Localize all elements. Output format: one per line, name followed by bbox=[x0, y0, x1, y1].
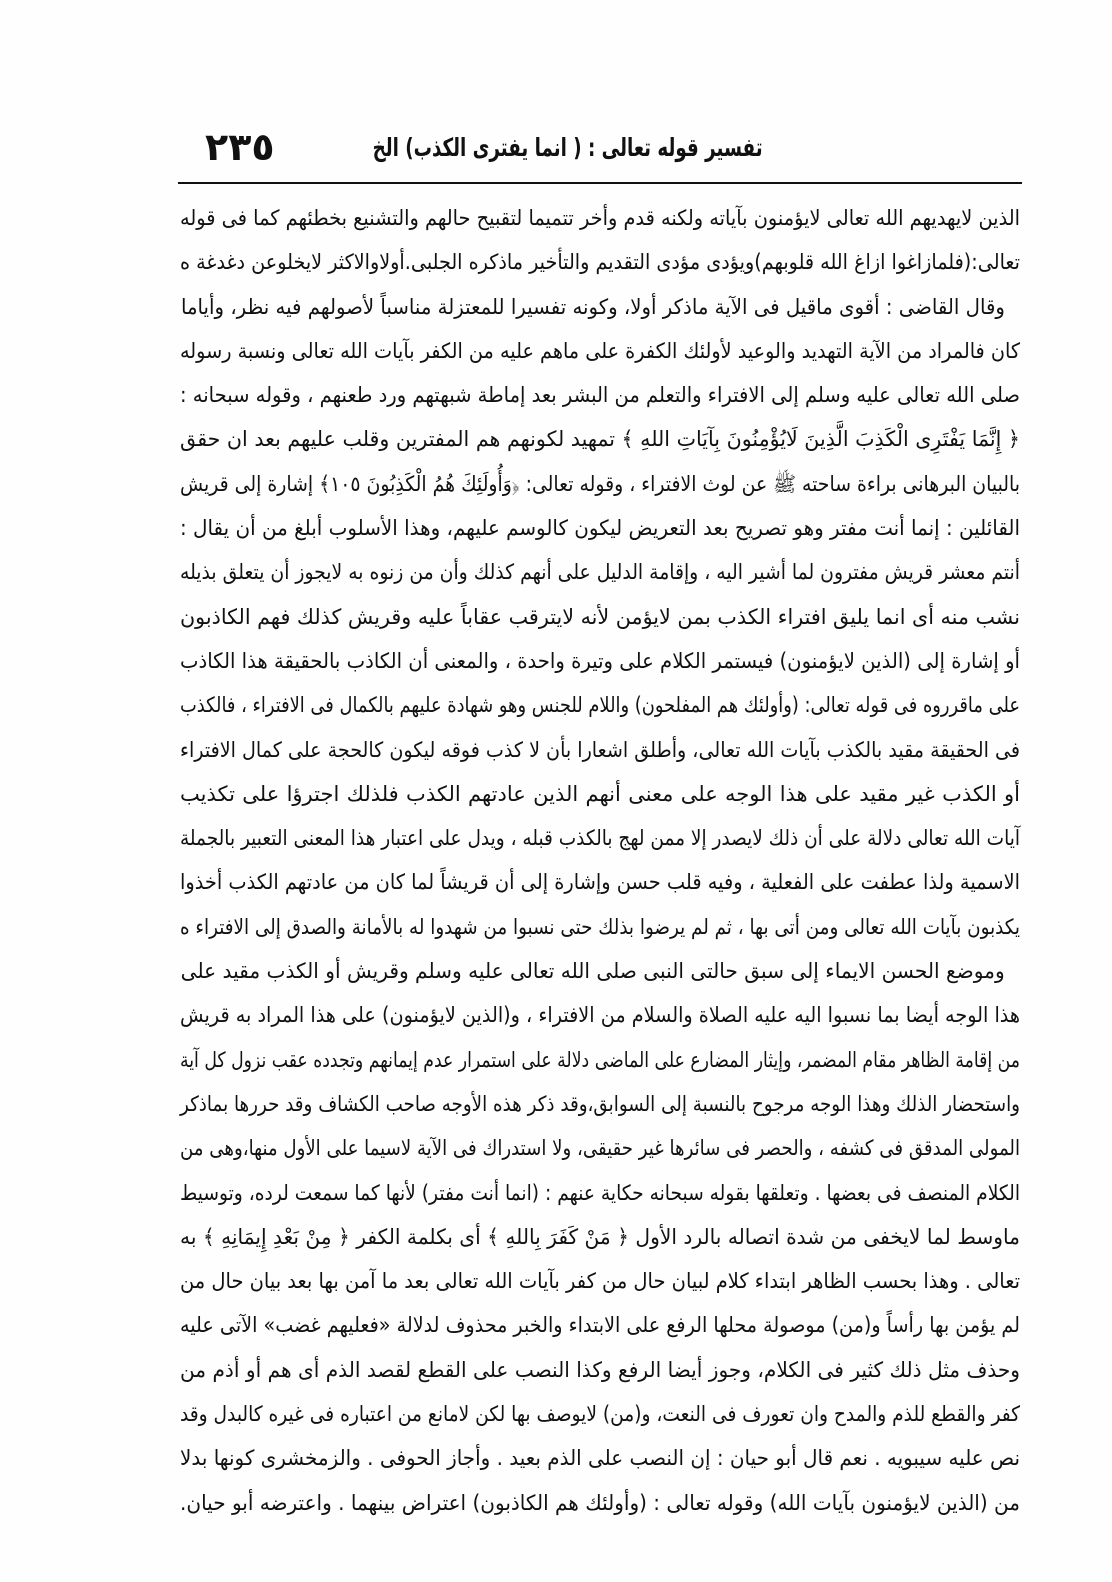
text-line: الكلام المنصف فى بعضها . وتعلقها بقوله سبحانه حكاية عنهم : (انما أنت مفتر) لأنها كما سمعت لرده، وتوسيط bbox=[180, 1180, 1021, 1205]
text-line: أو الكذب غير مقيد على هذا الوجه على معنى أنهم الذين عادتهم الكذب فلذلك اجترؤا على تكذيب bbox=[180, 781, 1020, 806]
page-number: ٢٣٥ bbox=[205, 125, 275, 169]
text-line: كان فالمراد من الآية التهديد والوعيد لأولئك الكفرة على ماهم عليه من الكفر بآيات الله تعالى ونسبة رسوله bbox=[179, 338, 1020, 363]
text-line: الذين لايهديهم الله تعالى لايؤمنون بآياته ولكنه قدم وأخر تتميما لتقبيح حالهم والتشنيع بخطئهم كما فى قوله bbox=[180, 206, 1020, 230]
text-line: ﴿ إِنَّمَا يَفْتَرِى الْكَذِبَ الَّذِينَ لَايُؤْمِنُونَ بِآيَاتِ اللهِ ﴾ تمهيد لكونهم هم المفترين وقلب عليهم بعد ان حقق bbox=[179, 427, 1020, 452]
text-line: من (الذين لايؤمنون بآيات الله) وقوله تعالى : (وأولئك هم الكاذبون) اعتراض بينهما . واعترضه أبو حيان. bbox=[180, 1490, 1020, 1515]
text-line: فى الحقيقة مقيد بالكذب بآيات الله تعالى، وأطلق اشعارا بأن لا كذب فوقه ليكون كالحجة على كمال الافتراء bbox=[180, 737, 1020, 762]
text-line: أنتم معشر قريش مفترون لما أشير اليه ، وإقامة الدليل على أنهم كذلك وأن من زنوه به لايجوز أن يتعلق بذيله bbox=[180, 560, 1021, 585]
text-line: لم يؤمن بها رأساً و(من) موصولة محلها الرفع على الابتداء والخبر محذوف لدلالة «فعليهم غضب» الآتى عليه bbox=[179, 1313, 1021, 1338]
text-line: واستحضار الذلك وهذا الوجه مرجوح بالنسبة إلى السوابق،وقد ذكر هذه الأوجه صاحب الكشاف وقد حررها بماذكر bbox=[180, 1091, 1020, 1116]
text-line: وحذف مثل ذلك كثير فى الكلام، وجوز أيضا الرفع وكذا النصب على القطع لقصد الذم أى هم أو أذم من bbox=[180, 1357, 1020, 1382]
text-line: من إقامة الظاهر مقام المضمر، وإيثار المضارع على الماضى دلالة على استمرار عدم إيمانهم وتجدده عقب نزول كل آية bbox=[180, 1047, 1020, 1072]
text-line: آيات الله تعالى دلالة على أن ذلك لايصدر إلا ممن لهج بالكذب قبله ، ويدل على اعتبار هذا المعنى التعبير بالجملة bbox=[180, 826, 1021, 851]
text-line: ماوسط لما لايخفى من شدة اتصاله بالرد الأول ﴿ مَنْ كَفَرَ بِاللهِ ﴾ أى بكلمة الكفر ﴿ مِنْ بَعْدِ إِيمَانِهِ ﴾ به bbox=[180, 1224, 1021, 1249]
text-line: نص عليه سيبويه . نعم قال أبو حيان : إن النصب على الذم بعيد . وأجاز الحوفى . والزمخشرى كونها بدلا bbox=[180, 1446, 1021, 1471]
text-line: صلى الله تعالى عليه وسلم إلى الافتراء والتعلم من البشر بعد إماطة شبهتهم ورد طعنهم ، وقوله سبحانه : bbox=[180, 383, 1021, 408]
page-header-title: تفسير قوله تعالى : ( انما يفترى الكذب) الخ bbox=[372, 133, 763, 162]
text-line: كفر والقطع للذم والمدح وان تعورف فى النعت، و(من) لايوصف بها لكن لامانع من اعتباره فى غيره كالبدل وقد bbox=[180, 1402, 1021, 1427]
text-line: نشب منه أى انما يليق افتراء الكذب بمن لايؤمن لأنه لايترقب عقاباً عليه وقريش كذلك فهم الكاذبون bbox=[180, 604, 1020, 629]
text-line: تعالى . وهذا بحسب الظاهر ابتداء كلام لبيان حال من كفر بآيات الله تعالى بعد ما آمن بها بعد بيان حال من bbox=[179, 1269, 1020, 1294]
text-line: تعالى:(فلمازاغوا ازاغ الله قلوبهم)ويؤدى مؤدى التقديم والتأخير ماذكره الجلبى.أولاوالاكثر لايخلوعن دغدغة ه bbox=[180, 250, 1020, 275]
text-line: القائلين : إنما أنت مفتر وهو تصريح بعد التعريض ليكون كالوسم عليهم، وهذا الأسلوب أبلغ من أن يقال : bbox=[180, 516, 1020, 541]
text-line: على ماقرروه فى قوله تعالى: (وأولئك هم المفلحون) واللام للجنس وهو شهادة عليهم بالكمال فى الافتراء ، فالكذب bbox=[179, 693, 1020, 718]
text-line: أو إشارة إلى (الذين لايؤمنون) فيستمر الكلام على وتيرة واحدة ، والمعنى أن الكاذب بالحقيقة هذا الكاذب bbox=[180, 648, 1021, 673]
text-line: وقال القاضى : أقوى ماقيل فى الآية ماذكر أولا، وكونه تفسيرا للمعتزلة مناسباً لأصولهم فيه نظر، وأياما bbox=[180, 294, 1005, 319]
text-line: بالبيان البرهانى براءة ساحته ﷺ عن لوث الافتراء ، وقوله تعالى: ﴿وَأُولَئِكَ هُمُ الْكَذِبُونَ ١٠٥﴾ إشارة إلى قريش bbox=[179, 471, 1020, 496]
header-rule bbox=[178, 182, 1022, 184]
text-line: الاسمية ولذا عطفت على الفعلية ، وفيه قلب حسن وإشارة إلى أن قريشاً لما كان من عادتهم الكذب أخذوا bbox=[180, 870, 1021, 895]
text-line: المولى المدقق فى كشفه ، والحصر فى سائرها غير حقيقى، ولا استدراك فى الآية لاسيما على الأول منها،وهى من bbox=[180, 1136, 1021, 1161]
body-text bbox=[180, 196, 1020, 1525]
text-line: هذا الوجه أيضا بما نسبوا اليه عليه الصلاة والسلام من الافتراء ، و(الذين لايؤمنون) على هذا المراد به قريش bbox=[180, 1003, 1021, 1028]
text-line: وموضع الحسن الايماء إلى سبق حالتى النبى صلى الله تعالى عليه وسلم وقريش أو الكذب مقيد على bbox=[180, 959, 1005, 984]
text-line: يكذبون بآيات الله تعالى ومن أتى بها ، ثم لم يرضوا بذلك حتى نسبوا من شهدوا له بالأمانة والصدق إلى الافتراء ه bbox=[179, 914, 1020, 939]
